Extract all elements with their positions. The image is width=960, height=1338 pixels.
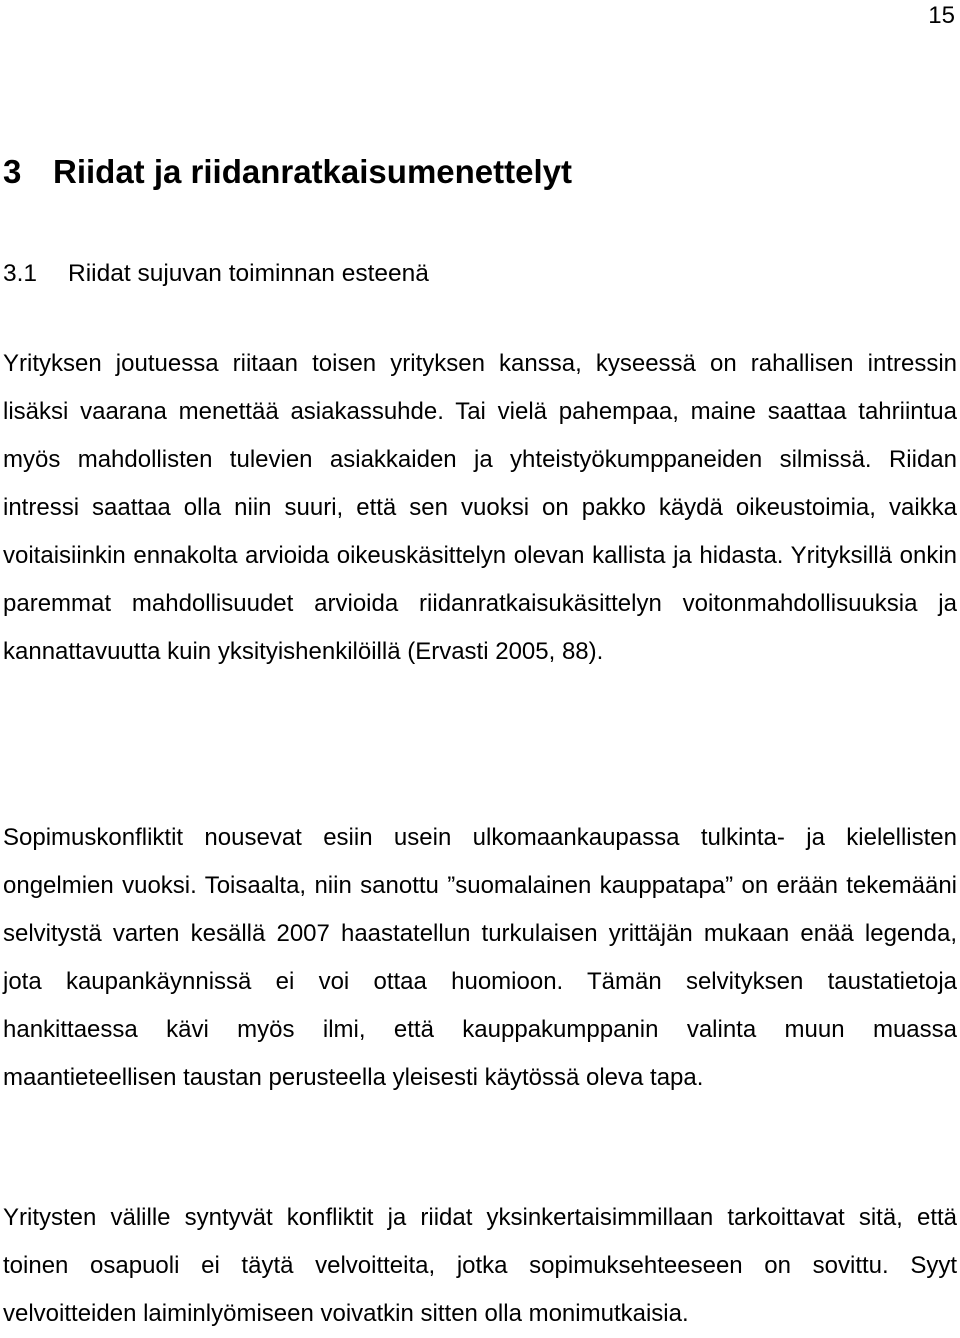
section-title: Riidat sujuvan toiminnan esteenä (68, 260, 429, 287)
section-number: 3.1 (3, 260, 38, 287)
page-number: 15 (928, 2, 955, 29)
body-paragraph: Sopimuskonfliktit nousevat esiin usein ulkomaankaupassa tulkinta- ja kielellisten ongelmien vuoksi. Toisaalta, niin sanottu ”suomalainen kauppatapa” on erään tekemääni selvitystä varten kesällä 2007 haastatellun turkulaisen yrittäjän mukaan enää legenda, jota kaupankäynnissä ei voi ottaa huomioon. Tämän selvityksen taustatietoja hankittaessa kävi myös ilmi, että kauppakumppanin valinta muun muassa maantieteellisen taustan perusteella yleisesti käytössä oleva tapa. (3, 824, 957, 1091)
body-paragraph: Yritysten välille syntyvät konfliktit ja riidat yksinkertaisimmillaan tarkoittavat sitä, että toinen osapuoli ei täytä velvoitteita, jotka sopimuksehteeseen on sovittu. Syyt velvoitteiden laiminlyömiseen voivatkin sitten olla monimutkaisia. (3, 1204, 957, 1327)
section-heading (3, 254, 429, 294)
body-paragraph: Yrityksen joutuessa riitaan toisen yrityksen kanssa, kyseessä on rahallisen intressin lisäksi vaarana menettää asiakassuhde. Tai vielä pahempaa, maine saattaa tahriintua myös mahdollisten tulevien asiakkaiden ja yhteistyökumppaneiden silmissä. Riidan intressi saattaa olla niin suuri, että sen vuoksi on pakko käydä oikeustoimia, vaikka voitaisiinkin ennakolta arvioida oikeuskäsittelyn olevan kallista ja hidasta. Yrityksillä onkin paremmat mahdollisuudet arvioida riidanratkaisukäsittelyn voitonmahdollisuuksia ja kannattavuutta kuin yksityishenkilöillä (Ervasti 2005, 88). (3, 350, 957, 665)
chapter-number: 3 (3, 153, 22, 190)
chapter-heading (3, 150, 572, 194)
chapter-title: Riidat ja riidanratkaisumenettelyt (53, 153, 572, 190)
